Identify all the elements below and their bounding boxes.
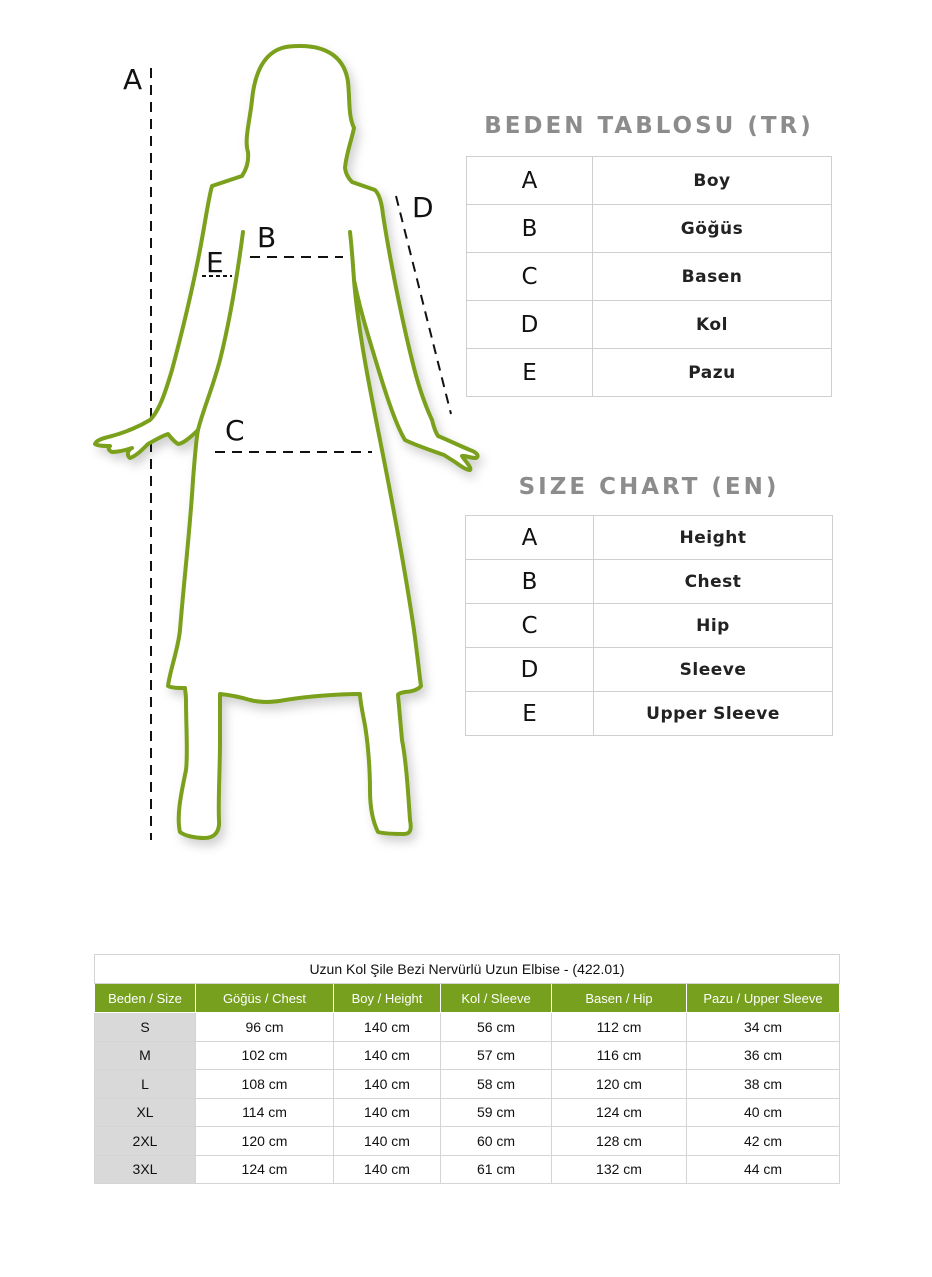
label-d: D [412,191,434,224]
legend-key: A [466,516,594,560]
legend-label: Sleeve [594,648,833,692]
table-cell: 38 cm [687,1070,840,1099]
table-row [95,1098,840,1127]
body-measurement-figure [0,0,520,870]
table-row [467,253,832,301]
size-cell: S [95,1013,196,1042]
column-header: Pazu / Upper Sleeve [687,984,840,1013]
table-row [466,692,833,736]
table-cell: 140 cm [334,1070,441,1099]
table-cell: 96 cm [196,1013,334,1042]
size-cell: XL [95,1098,196,1127]
table-cell: 108 cm [196,1070,334,1099]
legend-label: Upper Sleeve [594,692,833,736]
legend-key: D [467,301,593,349]
legend-tr-table [466,156,832,397]
table-caption-row [95,955,840,984]
table-row [95,1070,840,1099]
legend-label: Boy [593,157,832,205]
table-row [466,516,833,560]
label-c: C [225,414,245,447]
table-cell: 34 cm [687,1013,840,1042]
table-cell: 140 cm [334,1013,441,1042]
table-caption: Uzun Kol Şile Bezi Nervürlü Uzun Elbise - (422.01) [95,955,840,984]
legend-key: C [467,253,593,301]
table-row [467,205,832,253]
table-cell: 61 cm [441,1155,552,1184]
table-cell: 102 cm [196,1041,334,1070]
label-b: B [257,221,277,254]
legend-key: E [467,349,593,397]
size-cell: 2XL [95,1127,196,1156]
table-cell: 140 cm [334,1098,441,1127]
table-row [95,1013,840,1042]
table-cell: 120 cm [196,1127,334,1156]
legend-en-title: SIZE CHART (EN) [518,474,780,500]
table-cell: 44 cm [687,1155,840,1184]
legend-key: D [466,648,594,692]
table-row [95,1127,840,1156]
table-row [467,157,832,205]
label-e: E [206,246,224,279]
legend-key: B [466,560,594,604]
table-row [95,1155,840,1184]
column-header: Göğüs / Chest [196,984,334,1013]
table-cell: 116 cm [552,1041,687,1070]
table-cell: 40 cm [687,1098,840,1127]
table-cell: 120 cm [552,1070,687,1099]
column-header: Beden / Size [95,984,196,1013]
legend-tr-title: BEDEN TABLOSU (TR) [484,113,814,139]
legend-label: Kol [593,301,832,349]
column-header: Kol / Sleeve [441,984,552,1013]
table-cell: 59 cm [441,1098,552,1127]
table-row [467,301,832,349]
legend-label: Hip [594,604,833,648]
legend-key: C [466,604,594,648]
legend-key: E [466,692,594,736]
table-row [466,604,833,648]
table-cell: 114 cm [196,1098,334,1127]
table-cell: 42 cm [687,1127,840,1156]
table-row [95,1041,840,1070]
size-cell: L [95,1070,196,1099]
table-cell: 140 cm [334,1127,441,1156]
size-cell: M [95,1041,196,1070]
legend-label: Basen [593,253,832,301]
column-header: Basen / Hip [552,984,687,1013]
legend-label: Chest [594,560,833,604]
table-cell: 140 cm [334,1041,441,1070]
table-header-row [95,984,840,1013]
table-cell: 56 cm [441,1013,552,1042]
legend-label: Göğüs [593,205,832,253]
legend-key: B [467,205,593,253]
table-cell: 57 cm [441,1041,552,1070]
table-row [466,560,833,604]
table-cell: 124 cm [552,1098,687,1127]
column-header: Boy / Height [334,984,441,1013]
table-cell: 132 cm [552,1155,687,1184]
table-cell: 60 cm [441,1127,552,1156]
body-silhouette [95,46,478,838]
table-row [467,349,832,397]
table-cell: 140 cm [334,1155,441,1184]
legend-label: Height [594,516,833,560]
size-cell: 3XL [95,1155,196,1184]
table-cell: 128 cm [552,1127,687,1156]
legend-en-table [465,515,833,736]
table-cell: 124 cm [196,1155,334,1184]
size-table [94,954,840,1184]
table-cell: 112 cm [552,1013,687,1042]
table-cell: 58 cm [441,1070,552,1099]
table-row [466,648,833,692]
table-cell: 36 cm [687,1041,840,1070]
label-a: A [123,63,143,96]
legend-label: Pazu [593,349,832,397]
legend-key: A [467,157,593,205]
